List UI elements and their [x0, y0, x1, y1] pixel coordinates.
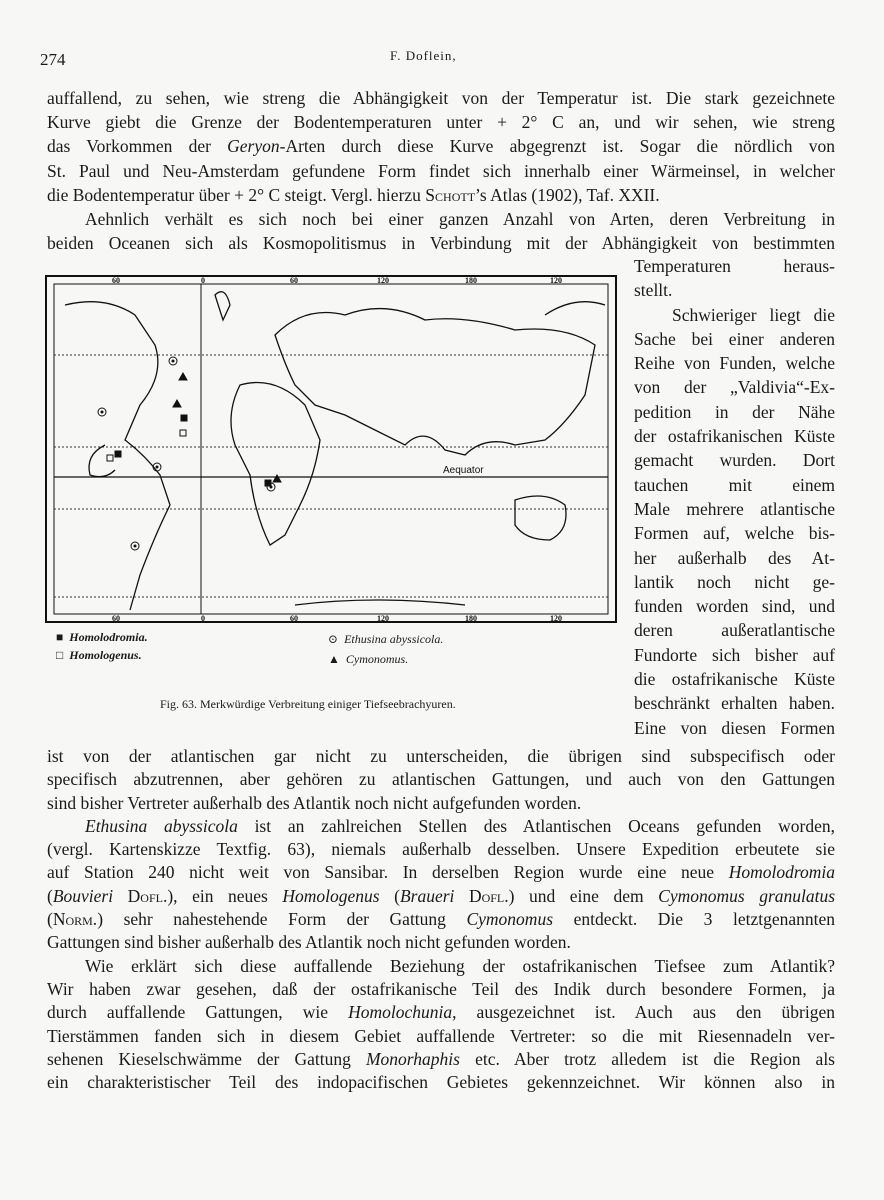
text-line: deren außeratlantische — [634, 620, 835, 641]
small-caps-name: Dofl. — [127, 885, 168, 906]
homolodromia-marker — [181, 415, 187, 421]
map-bottom-tick: 60 — [290, 614, 298, 623]
text-line: Male mehrere atlantische — [634, 498, 835, 519]
italic-term: Ethusina abyssicola — [85, 815, 238, 836]
legend-item-ethusina: ⊙ Ethusina abyssicola. — [328, 632, 444, 646]
small-caps-name: Norm. — [52, 909, 98, 930]
map-top-tick: 120 — [377, 276, 389, 285]
text-line: sind bisher Vertreter außerhalb des Atlantik noch nicht aufgefunden worden. — [47, 792, 582, 813]
cymonomus-marker — [273, 475, 281, 482]
text-line: Eine von diesen Formen — [634, 717, 835, 738]
map-bottom-tick: 60 — [112, 614, 120, 623]
text-line: lantik noch nicht ge- — [634, 571, 835, 592]
text-line: Schwieriger liegt die — [672, 304, 835, 325]
page-number: 274 — [40, 50, 66, 69]
text-line: Wie erklärt sich diese auffallende Beziehung der ostafrikanischen Tiefsee zum Atlantik? — [85, 955, 835, 976]
text-line: von der „Valdivia“-Ex- — [634, 377, 835, 398]
text-line: Reihe von Funden, welche — [634, 353, 835, 374]
text-line: der ostafrikanischen Küste — [634, 426, 835, 447]
filled-square-icon: ■ — [56, 630, 64, 644]
text-line: St. Paul und Neu-Amsterdam gefundene Form findet sich innerhalb einer Wärmeinsel, in welcher — [47, 160, 835, 181]
map-markers — [98, 357, 281, 550]
text-line: auf Station 240 nicht weit von Sansibar. In derselben Region wurde eine neue Homolodromia — [47, 862, 835, 883]
equator-label: Aequator — [443, 465, 484, 476]
map-top-tick: 120 — [550, 276, 562, 285]
map-bottom-tick: 0 — [201, 614, 205, 623]
map-inner-frame — [54, 284, 608, 614]
text-line: das Vorkommen der Geryon-Arten durch diese Kurve abgegrenzt ist. Sogar die nördlich von — [47, 136, 835, 157]
map-top-tick: 180 — [465, 276, 477, 285]
legend-item-homolodromia: ■ Homolodromia. — [56, 630, 148, 644]
text-line: Sache bei einer anderen — [634, 328, 835, 349]
open-square-icon: □ — [56, 648, 64, 662]
figure-caption: Fig. 63. Merkwürdige Verbreitung einiger Tiefseebrachyuren. — [160, 697, 456, 711]
italic-term: Homolochunia — [348, 1002, 453, 1023]
distribution-map — [45, 275, 617, 625]
text-line: auffallend, zu sehen, wie streng die Abhängigkeit von der Temperatur ist. Die stark gezeichnete — [47, 88, 835, 108]
homolodromia-marker — [115, 451, 121, 457]
italic-term: Bouvieri — [52, 885, 114, 906]
text-line: sehenen Kieselschwämme der Gattung Monorhaphis etc. Aber trotz alledem ist die Region als — [47, 1048, 835, 1069]
small-caps-name: Dofl. — [468, 885, 509, 906]
homologenus-marker — [180, 430, 186, 436]
text-line: Gattungen sind bisher außerhalb des Atlantik noch nicht gefunden worden. — [47, 932, 571, 953]
homologenus-marker — [107, 455, 113, 461]
map-outer-frame — [46, 276, 616, 622]
text-block-bottom — [47, 745, 835, 1094]
homolodromia-marker — [265, 480, 271, 486]
text-line: beschränkt erhalten haben. — [634, 693, 835, 714]
legend-item-homologenus: □ Homologenus. — [56, 648, 142, 662]
text-line: (vergl. Kartenskizze Textfig. 63), niemals außerhalb desselben. Unsere Expedition erbeutete sie — [47, 839, 835, 860]
text-line: Wir haben zwar gesehen, daß der ostafrikanische Teil des Indik durch besondere Formen, ja — [47, 978, 835, 999]
circle-dot-icon: ⊙ — [328, 632, 339, 646]
map-top-tick: 60 — [290, 276, 298, 285]
map-top-tick: 0 — [201, 276, 205, 285]
text-line: Fundorte sich bisher auf — [634, 644, 835, 665]
map-bottom-tick: 180 — [465, 614, 477, 623]
text-line: Tierstämmen fanden sich in diesem Gebiet auffallende Vertreter: so die mit Riesennadeln ver- — [47, 1025, 835, 1046]
text-line: specifisch abzutrennen, aber gehören zu atlantischen Gattungen, und auch von den Gattungen — [47, 769, 835, 790]
italic-term: Homologenus — [282, 885, 380, 906]
italic-term: Braueri — [399, 885, 455, 906]
cymonomus-marker — [179, 373, 187, 380]
text-line: durch auffallende Gattungen, wie Homolochunia, ausgezeichnet ist. Auch aus den übrigen — [47, 1002, 835, 1023]
text-line: Kurve giebt die Grenze der Bodentemperaturen unter + 2° C an, und wir sehen, wie streng — [47, 112, 835, 133]
map-ticks — [112, 276, 562, 623]
running-head: F. Doflein, — [390, 48, 457, 63]
text-line: Aehnlich verhält es sich noch bei einer ganzen Anzahl von Arten, deren Verbreitung in — [85, 208, 835, 229]
continent-outlines — [65, 292, 605, 610]
italic-term: Homolodromia — [728, 862, 835, 883]
text-line: her außerhalb des At- — [634, 547, 835, 568]
italic-term: Monorhaphis — [365, 1048, 460, 1069]
text-line: die ostafrikanische Küste — [634, 669, 835, 690]
text-line: ist von der atlantischen gar nicht zu unterscheiden, die übrigen sind subspecifisch oder — [47, 746, 835, 766]
text-line: (Norm.) sehr nahestehende Form der Gattung Cymonomus entdeckt. Die 3 letztgenannten — [47, 909, 835, 930]
latitude-dotted-lines — [54, 355, 608, 597]
text-line: funden worden sind, und — [634, 596, 835, 617]
text-line: ein charakteristischer Teil des indopacifischen Gebietes gekennzeichnet. Wir können also in — [47, 1072, 835, 1093]
text-line: Temperaturen heraus- — [634, 256, 835, 276]
italic-term: Cymonomus — [466, 909, 554, 930]
text-line: gemacht wurden. Dort — [634, 450, 835, 471]
text-line: beiden Oceanen sich als Kosmopolitismus in Verbindung mit der Abhängigkeit von bestimmten — [47, 233, 835, 254]
map-bottom-tick: 120 — [377, 614, 389, 623]
text-line: Ethusina abyssicola ist an zahlreichen Stellen des Atlantischen Oceans gefunden worden, — [85, 815, 835, 836]
text-line: pedition in der Nähe — [634, 401, 835, 422]
italic-term: Geryon — [227, 136, 280, 157]
text-line: Formen auf, welche bis- — [634, 523, 835, 544]
text-line: stellt. — [634, 280, 673, 301]
text-line: die Bodentemperatur über + 2° C steigt. Vergl. hierzu Schott’s Atlas (1902), Taf. XXII. — [47, 184, 660, 205]
map-bottom-tick: 120 — [550, 614, 562, 623]
text-line: (Bouvieri Dofl.), ein neues Homologenus (Braueri Dofl.) und eine dem Cymonomus granulatus — [47, 885, 835, 906]
text-line: tauchen mit einem — [634, 474, 835, 495]
text-block-side-column — [634, 254, 835, 740]
text-block-top — [47, 86, 835, 255]
legend-item-cymonomus: ▲ Cymonomus. — [328, 652, 409, 666]
map-top-tick: 60 — [112, 276, 120, 285]
cymonomus-marker — [173, 400, 181, 407]
triangle-icon: ▲ — [328, 652, 340, 666]
italic-term: Cymonomus granulatus — [658, 885, 835, 906]
small-caps-name: Schott — [425, 184, 476, 205]
